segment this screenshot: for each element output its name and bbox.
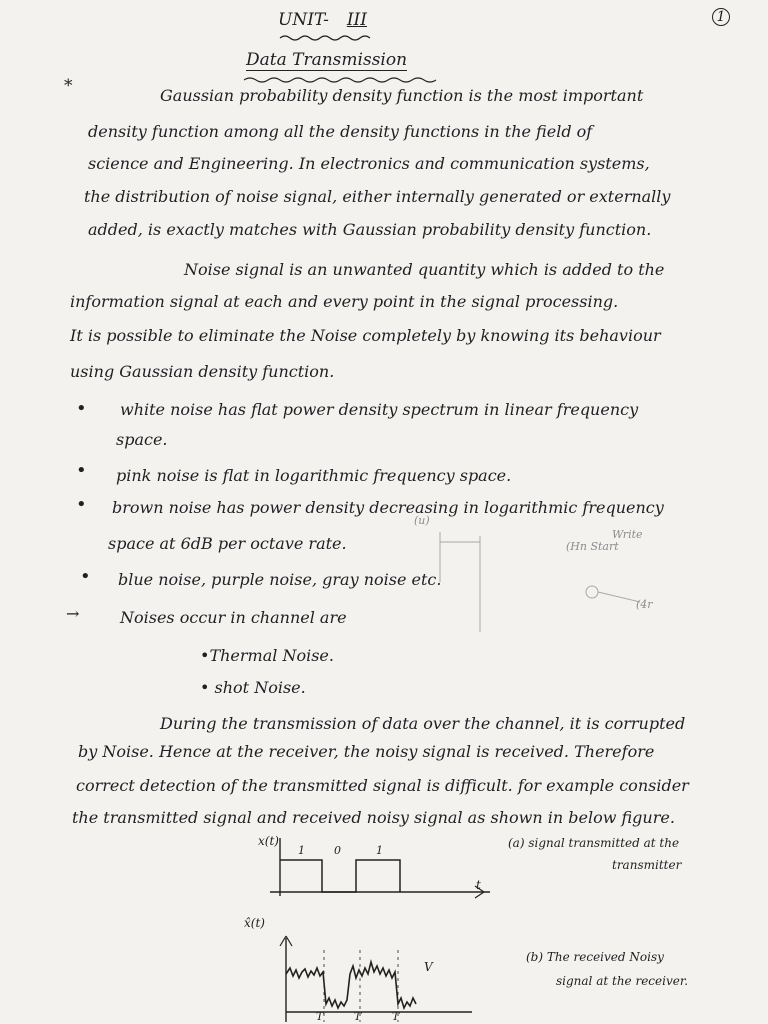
bullet-dot: • [76,494,87,515]
bullet-1-line-1: white noise has flat power density spectrum in linear frequency [120,400,639,419]
bullet-3-line-2: space at 6dB per octave rate. [108,534,347,553]
bit-label: 0 [334,844,341,857]
p1-line-1: Gaussian probability density function is the most important [160,86,644,105]
bottom-axis-label: x̂(t) [244,916,265,930]
bit-label: 1 [298,844,305,857]
stray-mark-start: (Hn Start [566,540,619,553]
p2-line-3: It is possible to eliminate the Noise completely by knowing its behaviour [70,326,661,345]
bullet-1-line-2: space. [116,430,168,449]
bit-label: 1 [376,844,383,857]
page-title: Data Transmission [246,50,408,70]
bullet-dot: • [80,566,91,587]
p3-line-2: by Noise. Hence at the receiver, the noisy signal is received. Therefore [78,742,655,761]
top-axis-t-label: t [476,878,481,892]
p2-line-1: Noise signal is an unwanted quantity which is added to the [184,260,665,279]
unit-wavy-underline [280,34,370,42]
bullet-dot: • [76,398,87,419]
stray-mark-u: (u) [414,514,430,527]
caption-b-line-1: (b) The received Noisy [526,950,664,964]
page-number: 1 [712,8,730,26]
p2-line-4: using Gaussian density function. [70,362,335,381]
bottom-tick-label: T [316,1010,324,1023]
bullet-4: blue noise, purple noise, gray noise etc. [118,570,442,589]
stray-mark-4r: (4r [636,598,653,611]
caption-b-line-2: signal at the receiver. [556,974,689,988]
threshold-label: V [424,960,433,974]
caption-a-line-2: transmitter [612,858,682,872]
p3-line-4: the transmitted signal and received noisy signal as shown in below figure. [72,808,675,827]
p3-line-1: During the transmission of data over the channel, it is corrupted [160,714,686,733]
bottom-tick-label: T [354,1010,362,1023]
top-axis-label: x(t) [258,834,279,848]
unit-label: UNIT- III [278,10,367,30]
channel-noises-heading: Noises occur in channel are [120,608,347,627]
sub-item-shot: • shot Noise. [200,678,306,697]
bullet-dot: • [76,460,87,481]
caption-a-line-1: (a) signal transmitted at the [508,836,680,850]
unit-number: III [346,10,367,30]
bullet-3-line-1: brown noise has power density decreasing in logarithmic frequency [112,498,664,517]
arrow-marker: → [66,604,80,623]
received-signal-plot [272,932,502,1022]
star-marker: * [64,76,73,96]
p1-line-4: the distribution of noise signal, either internally generated or externally [84,187,671,206]
transmitted-pulse-train [280,860,400,892]
title-wavy-underline [244,76,444,84]
received-noisy-waveform [286,962,416,1008]
p1-line-2: density function among all the density functions in the field of [88,122,593,141]
p1-line-3: science and Engineering. In electronics and communication systems, [88,154,650,173]
stray-mark-write: Write [612,528,643,541]
bullet-2: pink noise is flat in logarithmic frequency space. [116,466,512,485]
sub-item-thermal: •Thermal Noise. [200,646,334,665]
p2-line-2: information signal at each and every point in the signal processing. [70,292,619,311]
bottom-tick-label: T [392,1010,400,1023]
p3-line-3: correct detection of the transmitted signal is difficult. for example consider [76,776,689,795]
p1-line-5: added, is exactly matches with Gaussian probability density function. [88,220,652,239]
